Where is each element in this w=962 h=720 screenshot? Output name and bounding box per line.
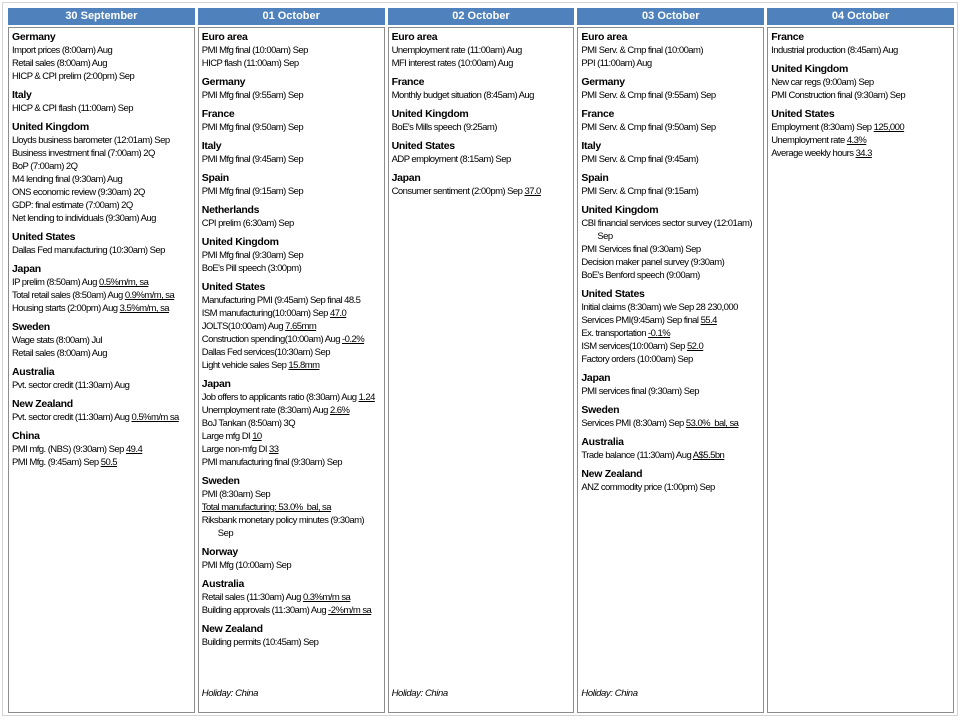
event-value: 3.5%m/m, sa <box>119 303 170 314</box>
country-heading: Italy <box>12 89 32 101</box>
event-item: BoE's Benford speech (9:00am) <box>581 270 700 281</box>
event-value: A$5.5bn <box>692 450 725 461</box>
event-item: Retail sales (8:00am) Aug <box>12 348 108 359</box>
event-value: 34.3 <box>855 148 872 159</box>
country-heading: France <box>201 108 235 120</box>
country-heading: Germany <box>581 76 625 88</box>
event-value: 49.4 <box>125 444 143 455</box>
country-heading: Euro area <box>201 31 248 43</box>
event-value: 55.4 <box>700 315 717 326</box>
event-item: PMI Mfg (10:00am) Sep <box>201 560 292 571</box>
country-section <box>12 83 191 115</box>
event-item: ISM manufacturing(10:00am) Sep 47.0 <box>201 308 347 319</box>
event-item: BoJ Tankan (8:50am) 3Q <box>201 418 296 429</box>
country-heading: China <box>12 430 40 442</box>
event-value: 53.0% bal, sa <box>685 418 739 429</box>
country-section <box>581 282 760 366</box>
event-item: BoE's Pill speech (3:00pm) <box>201 263 302 274</box>
country-section <box>581 31 760 70</box>
event-item: Net lending to individuals (9:30am) Aug <box>12 213 156 224</box>
holiday-note: Holiday: China <box>391 688 448 699</box>
event-item: BoE's Mills speech (9:25am) <box>391 122 497 133</box>
event-value: 0.3%m/m sa <box>302 592 351 603</box>
country-section <box>581 198 760 282</box>
event-item: PMI services final (9:30am) Sep <box>581 386 699 397</box>
country-section <box>581 398 760 430</box>
event-item: PMI Services final (9:30am) Sep <box>581 244 701 255</box>
country-section <box>12 225 191 257</box>
country-section <box>771 31 950 57</box>
event-item: GDP: final estimate (7:00am) 2Q <box>12 200 133 211</box>
event-value: 7.65mm <box>285 321 317 332</box>
day-events-panel <box>767 27 954 713</box>
event-item: PMI Serv. & Cmp final (9:15am) <box>581 186 699 197</box>
event-item: Import prices (8:00am) Aug <box>12 45 113 56</box>
country-section <box>12 257 191 315</box>
event-item: PMI Construction final (9:30am) Sep <box>771 90 906 101</box>
country-heading: France <box>581 108 615 120</box>
country-heading: United States <box>771 108 835 120</box>
event-value: 1.24 <box>358 392 375 403</box>
country-section <box>581 134 760 166</box>
event-item: Consumer sentiment (2:00pm) Sep 37.0 <box>391 186 541 197</box>
country-section <box>12 392 191 424</box>
event-item: Dallas Fed manufacturing (10:30am) Sep <box>12 245 165 256</box>
event-item: PMI Serv. & Cmp final (9:50am) Sep <box>581 122 716 133</box>
event-item: HICP flash (11:00am) Sep <box>201 58 299 69</box>
event-item: PMI Mfg. (9:45am) Sep 50.5 <box>12 457 118 468</box>
event-item: MFI interest rates (10:00am) Aug <box>391 58 513 69</box>
event-item: PMI Mfg final (10:00am) Sep <box>201 45 308 56</box>
country-section <box>581 430 760 462</box>
day-column <box>388 8 575 713</box>
event-value: Total manufacturing: 53.0% bal, sa <box>201 502 331 513</box>
event-item: ADP employment (8:15am) Sep <box>391 154 511 165</box>
event-item: ONS economic review (9:30am) 2Q <box>12 187 145 198</box>
day-header: 30 September <box>8 8 195 25</box>
event-item: Lloyds business barometer (12:01am) Sep <box>12 135 170 146</box>
event-item: BoP (7:00am) 2Q <box>12 161 78 172</box>
event-item: PMI Mfg final (9:15am) Sep <box>201 186 304 197</box>
country-section <box>581 166 760 198</box>
country-heading: Australia <box>201 578 245 590</box>
country-heading: Sweden <box>201 475 240 487</box>
country-heading: Spain <box>201 172 229 184</box>
country-heading: Japan <box>12 263 41 275</box>
country-heading: Italy <box>581 140 601 152</box>
event-value: 10 <box>252 431 262 442</box>
event-item: Services PMI(9:45am) Sep final 55.4 <box>581 315 717 326</box>
event-item: Industrial production (8:45am) Aug <box>771 45 898 56</box>
day-header: 04 October <box>767 8 954 25</box>
country-section <box>392 166 571 198</box>
event-item: Unemployment rate 4.3% <box>771 135 867 146</box>
event-item: PMI Mfg final (9:50am) Sep <box>201 122 304 133</box>
event-item: Manufacturing PMI (9:45am) Sep final 48.5 <box>201 295 361 306</box>
country-heading: United Kingdom <box>12 121 89 133</box>
event-item: Decision maker panel survey (9:30am) <box>581 257 725 268</box>
country-heading: United States <box>201 281 265 293</box>
event-item: PMI (8:30am) Sep <box>201 489 271 500</box>
event-value: 50.5 <box>100 457 118 468</box>
country-heading: New Zealand <box>12 398 73 410</box>
country-section <box>12 315 191 360</box>
country-section <box>202 572 381 617</box>
country-section <box>581 102 760 134</box>
event-value: 33 <box>269 444 279 455</box>
country-heading: United Kingdom <box>771 63 849 75</box>
country-section <box>202 166 381 198</box>
country-heading: United Kingdom <box>201 236 279 248</box>
country-section <box>771 57 950 102</box>
country-heading: United Kingdom <box>391 108 469 120</box>
event-item: CPI prelim (6:30am) Sep <box>201 218 294 229</box>
event-item: Initial claims (8:30am) w/e Sep 28 230,000 <box>581 302 738 313</box>
event-item: Housing starts (2:00pm) Aug 3.5%m/m, sa <box>12 303 170 314</box>
country-heading: Australia <box>12 366 55 378</box>
country-heading: Japan <box>581 372 611 384</box>
country-section <box>202 372 381 469</box>
event-value: 4.3% <box>846 135 867 146</box>
event-item: PPI (11:00am) Aug <box>581 58 652 69</box>
event-item: Services PMI (8:30am) Sep 53.0% bal, sa <box>581 418 739 429</box>
day-column <box>198 8 385 713</box>
day-events-panel <box>577 27 764 713</box>
country-heading: New Zealand <box>201 623 263 635</box>
day-header: 02 October <box>388 8 575 25</box>
event-value: -0.2% <box>342 334 365 345</box>
event-item: New car regs (9:00am) Sep <box>771 77 874 88</box>
country-section <box>12 360 191 392</box>
event-item: Large mfg DI 10 <box>201 431 262 442</box>
country-section <box>202 102 381 134</box>
calendar-columns <box>8 8 954 713</box>
country-section <box>392 70 571 102</box>
event-value: 0.5%m/m, sa <box>98 277 149 288</box>
country-section <box>392 134 571 166</box>
event-item: PMI Serv. & Cmp final (9:45am) <box>581 154 699 165</box>
event-value: -2%m/m sa <box>328 605 372 616</box>
country-section <box>771 102 950 160</box>
event-item: Wage stats (8:00am) Jul <box>12 335 102 346</box>
event-item: Light vehicle sales Sep 15.8mm <box>201 360 320 371</box>
country-heading: Sweden <box>581 404 620 416</box>
country-heading: Australia <box>581 436 624 448</box>
day-header: 01 October <box>198 8 385 25</box>
event-value: -0.1% <box>648 328 671 339</box>
country-heading: United States <box>391 140 455 152</box>
country-heading: Spain <box>581 172 609 184</box>
holiday-note: Holiday: China <box>581 688 638 699</box>
holiday-note: Holiday: China <box>201 688 258 699</box>
country-heading: United Kingdom <box>581 204 659 216</box>
country-section <box>12 115 191 225</box>
event-item: Unemployment rate (11:00am) Aug <box>391 45 522 56</box>
event-item: Ex. transportation -0.1% <box>581 328 671 339</box>
event-item: IP prelim (8:50am) Aug 0.5%m/m, sa <box>12 277 149 288</box>
event-item: Trade balance (11:30am) Aug A$5.5bn <box>581 450 725 461</box>
event-item: JOLTS(10:00am) Aug 7.65mm <box>201 321 317 332</box>
country-heading: Japan <box>391 172 421 184</box>
event-item: Factory orders (10:00am) Sep <box>581 354 693 365</box>
event-item: Riksbank monetary policy minutes (9:30am) Sep <box>201 515 365 539</box>
event-value: 0.5%m/m sa <box>131 412 179 423</box>
event-item: Employment (8:30am) Sep 125,000 <box>771 122 905 133</box>
country-heading: France <box>771 31 804 43</box>
event-value: 0.9%m/m, sa <box>124 290 175 301</box>
event-value: 15.8mm <box>288 360 320 371</box>
event-item: Large non-mfg DI 33 <box>201 444 279 455</box>
day-header: 03 October <box>577 8 764 25</box>
event-item: PMI manufacturing final (9:30am) Sep <box>201 457 342 468</box>
event-item: PMI Mfg final (9:30am) Sep <box>201 250 304 261</box>
country-section <box>202 31 381 70</box>
country-heading: Netherlands <box>201 204 260 216</box>
event-item: PMI Serv. & Cmp final (9:55am) Sep <box>581 90 716 101</box>
event-item: Building permits (10:45am) Sep <box>201 637 319 648</box>
country-section <box>12 424 191 469</box>
country-section <box>202 70 381 102</box>
country-section <box>202 540 381 572</box>
event-item: PMI mfg. (NBS) (9:30am) Sep 49.4 <box>12 444 143 455</box>
country-section <box>202 275 381 372</box>
event-item: Average weekly hours 34.3 <box>771 148 872 159</box>
event-item: Monthly budget situation (8:45am) Aug <box>391 90 534 101</box>
day-column <box>577 8 764 713</box>
event-item: M4 lending final (9:30am) Aug <box>12 174 123 185</box>
day-column <box>8 8 195 713</box>
country-section <box>581 366 760 398</box>
event-item: Dallas Fed services(10:30am) Sep <box>201 347 330 358</box>
country-heading: Norway <box>201 546 238 558</box>
event-item: Building approvals (11:30am) Aug -2%m/m sa <box>201 605 372 616</box>
event-item: Pvt. sector credit (11:30am) Aug <box>12 380 130 391</box>
country-section <box>202 617 381 649</box>
country-heading: New Zealand <box>581 468 643 480</box>
event-item: Job offers to applicants ratio (8:30am) Aug 1.24 <box>201 392 375 403</box>
event-item: HICP & CPI flash (11:00am) Sep <box>12 103 133 114</box>
country-section <box>392 31 571 70</box>
event-item: HICP & CPI prelim (2:00pm) Sep <box>12 71 135 82</box>
country-heading: United States <box>581 288 645 300</box>
event-item: ANZ commodity price (1:00pm) Sep <box>581 482 715 493</box>
country-heading: Euro area <box>581 31 628 43</box>
day-column <box>767 8 954 713</box>
event-item: Business investment final (7:00am) 2Q <box>12 148 155 159</box>
event-item: PMI Mfg final (9:55am) Sep <box>201 90 304 101</box>
event-item: PMI Mfg final (9:45am) Sep <box>201 154 304 165</box>
country-heading: Germany <box>12 31 56 43</box>
country-section <box>392 102 571 134</box>
event-value: 2.6% <box>329 405 350 416</box>
day-events-panel <box>198 27 385 713</box>
day-events-panel <box>388 27 575 713</box>
event-item: Retail sales (11:30am) Aug 0.3%m/m sa <box>201 592 351 603</box>
event-value: 47.0 <box>329 308 347 319</box>
country-section <box>202 198 381 230</box>
country-heading: Japan <box>201 378 231 390</box>
event-item: Total retail sales (8:50am) Aug 0.9%m/m, sa <box>12 290 175 301</box>
country-section <box>202 134 381 166</box>
country-heading: Sweden <box>12 321 50 333</box>
country-heading: Euro area <box>391 31 438 43</box>
event-value: 37.0 <box>524 186 541 197</box>
event-item: Construction spending(10:00am) Aug -0.2% <box>201 334 365 345</box>
event-item <box>202 501 381 514</box>
event-item: Retail sales (8:00am) Aug <box>12 58 108 69</box>
event-item: PMI Serv. & Cmp final (10:00am) <box>581 45 704 56</box>
event-value: 52.0 <box>686 341 704 352</box>
event-value: 125,000 <box>873 122 905 133</box>
country-heading: Italy <box>201 140 222 152</box>
country-heading: United States <box>12 231 76 243</box>
event-item: ISM services(10:00am) Sep 52.0 <box>581 341 704 352</box>
event-item: Pvt. sector credit (11:30am) Aug 0.5%m/m sa <box>12 412 179 423</box>
country-section <box>581 70 760 102</box>
country-section <box>12 31 191 83</box>
event-item: Unemployment rate (8:30am) Aug 2.6% <box>201 405 350 416</box>
country-heading: Germany <box>201 76 246 88</box>
country-heading: France <box>391 76 425 88</box>
day-events-panel <box>8 27 195 713</box>
event-item: CBI financial services sector survey (12:01am) Sep <box>581 218 752 242</box>
country-section <box>202 469 381 540</box>
country-section <box>202 230 381 275</box>
country-section <box>581 462 760 494</box>
